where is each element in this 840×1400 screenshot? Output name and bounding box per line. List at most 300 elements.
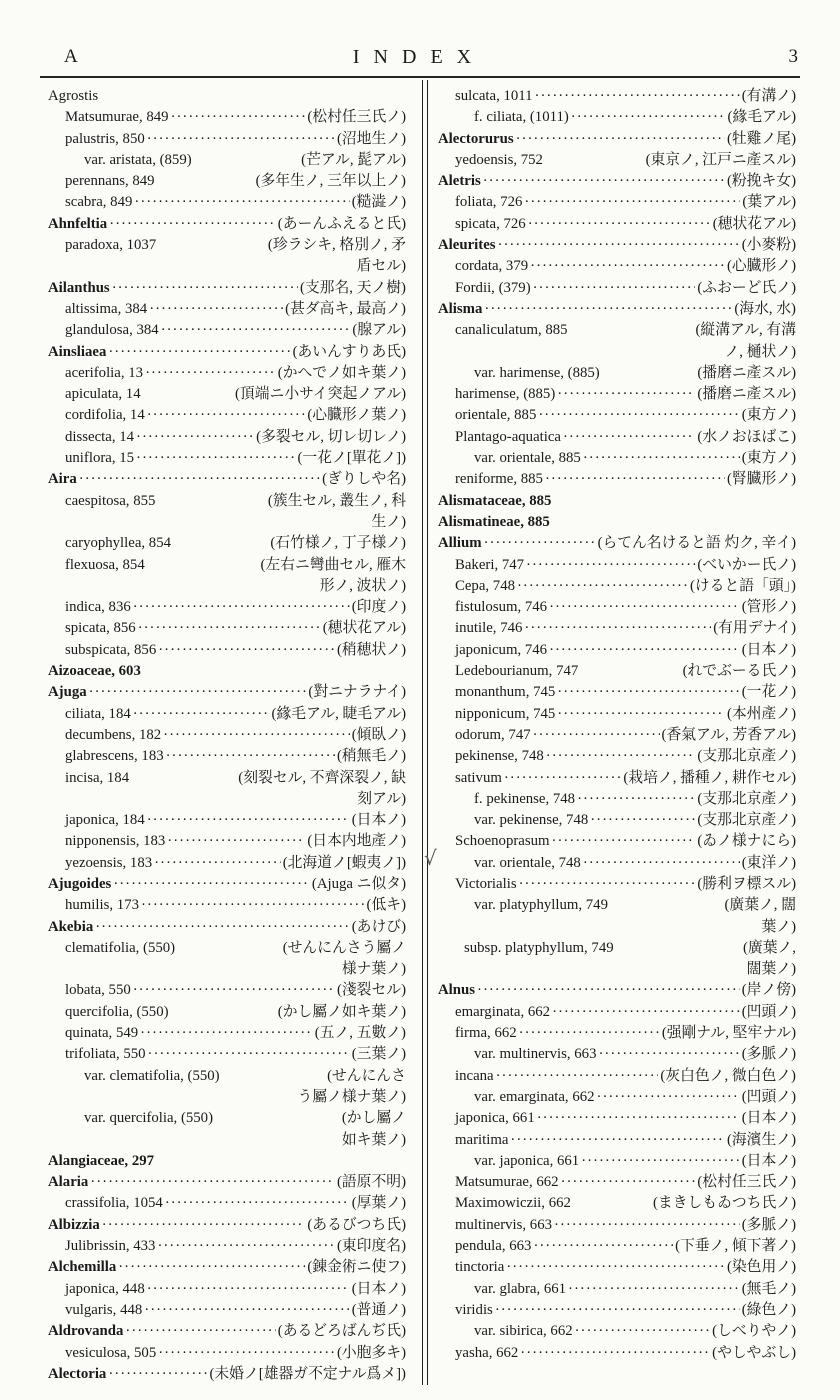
entry-name: fistulosum, 746: [455, 599, 548, 616]
index-entry: [48, 320, 406, 341]
entry-gloss: (やしやぶし): [712, 1344, 796, 1361]
index-entry: [438, 853, 796, 874]
entry-name: subsp. platyphyllum, 749: [464, 939, 614, 956]
index-entry: [48, 192, 406, 213]
entry-gloss: ノ, 樋状ノ): [724, 343, 796, 360]
dot-leader: [557, 704, 725, 725]
entry-name: Aletris: [438, 173, 481, 190]
dot-leader: [571, 107, 726, 128]
page-title: INDEX: [352, 46, 486, 68]
dot-leader: [108, 342, 290, 363]
index-entry: [438, 661, 796, 682]
entry-name: japonica, 448: [65, 1280, 145, 1297]
entry-gloss: (多脈ノ): [741, 1046, 796, 1063]
index-entry: [438, 427, 796, 448]
dot-leader: [520, 1343, 710, 1364]
index-entry: [48, 107, 406, 128]
index-entry: [438, 640, 796, 661]
entry-gloss: (强剛ナル, 堅牢ナル): [661, 1025, 796, 1042]
entry-gloss: (腺アル): [352, 322, 406, 339]
index-entry-continuation: [48, 789, 406, 810]
entry-gloss: (廣葉ノ, 闊: [724, 897, 796, 914]
dot-leader: [549, 640, 740, 661]
index-entry: [438, 1321, 796, 1342]
dot-leader: [157, 1236, 335, 1257]
entry-name: spicata, 856: [65, 620, 136, 637]
index-entry: [438, 1108, 796, 1129]
entry-name: sativum: [455, 769, 502, 786]
dot-leader: [108, 1364, 207, 1385]
entry-name: var. pekinense, 748: [474, 812, 589, 829]
index-entry: [438, 1151, 796, 1172]
index-genus-entry: [48, 682, 406, 703]
page-number: 3: [788, 46, 798, 67]
entry-gloss: (沼地生ノ): [336, 130, 406, 147]
entry-gloss: (支那名, 天ノ樹): [299, 279, 406, 296]
entry-name: orientale, 885: [455, 407, 537, 424]
index-entry: [438, 597, 796, 618]
entry-name: emarginata, 662: [455, 1003, 551, 1020]
entry-name: Aleurites: [438, 237, 496, 254]
index-entry: [48, 405, 406, 426]
entry-name: Aldrovanda: [48, 1323, 124, 1340]
dot-leader: [133, 704, 270, 725]
entry-name: Alismataceae, 885: [438, 492, 552, 509]
entry-name: monanthum, 745: [455, 684, 556, 701]
entry-name: f. ciliata, (1011): [474, 109, 569, 126]
index-entry: [438, 86, 796, 107]
index-entry: [438, 576, 796, 597]
entry-gloss: (凹頭ノ): [741, 1088, 796, 1105]
entry-gloss: (らてん名けると語 灼ク, 辛イ): [597, 535, 796, 552]
index-genus-entry: [48, 1215, 406, 1236]
entry-name: Cepa, 748: [455, 577, 515, 594]
entry-name: Maximowiczii, 662: [455, 1195, 571, 1212]
entry-name: Fordii, (379): [455, 279, 531, 296]
index-entry: [438, 1087, 796, 1108]
entry-gloss: (東印度名): [336, 1238, 406, 1255]
entry-gloss: (厚葉ノ): [351, 1195, 406, 1212]
entry-gloss: (まきしもゐつち氏ノ): [652, 1195, 796, 1212]
entry-gloss: 生ノ): [371, 513, 406, 530]
entry-name: firma, 662: [455, 1025, 517, 1042]
index-entry: [438, 1002, 796, 1023]
entry-gloss: (香氣アル, 芳香アル): [661, 726, 796, 743]
entry-name: Alaria: [48, 1174, 89, 1191]
index-entry: [48, 853, 406, 874]
dot-leader: [533, 278, 696, 299]
entry-gloss: (支那北京產ノ): [697, 748, 796, 765]
index-entry: [48, 299, 406, 320]
entry-gloss: (勝利ヲ標スル): [697, 875, 796, 892]
entry-gloss: (あーんふえると氏): [277, 215, 406, 232]
entry-gloss: (頂端ニ小サイ突起ノアル): [235, 386, 406, 403]
entry-name: Albizzia: [48, 1216, 100, 1233]
entry-name: ciliata, 184: [65, 705, 131, 722]
entry-name: var. japonica, 661: [474, 1152, 580, 1169]
entry-gloss: (東方ノ): [741, 407, 796, 424]
entry-gloss: 刻アル): [357, 790, 406, 807]
index-entry: [48, 768, 406, 789]
index-genus-entry: [48, 1364, 406, 1385]
index-entry: [438, 363, 796, 384]
entry-gloss: (葉アル): [742, 194, 796, 211]
dot-leader: [163, 725, 350, 746]
entry-name: Plantago-aquatica: [455, 428, 561, 445]
index-entry: [438, 682, 796, 703]
index-entry: [438, 810, 796, 831]
index-entry: [48, 810, 406, 831]
index-entry: [48, 895, 406, 916]
dot-leader: [524, 618, 711, 639]
entry-gloss: (糙澁ノ): [351, 194, 406, 211]
dot-leader: [90, 1172, 335, 1193]
entry-name: Akebia: [48, 918, 94, 935]
entry-name: var. harimense, (885): [474, 364, 600, 381]
dot-leader: [118, 1257, 305, 1278]
entry-name: yedoensis, 752: [455, 151, 543, 168]
entry-gloss: 闊葉ノ): [746, 961, 796, 978]
dot-leader: [141, 895, 365, 916]
index-entry: [48, 1193, 406, 1214]
index-entry: [438, 192, 796, 213]
entry-name: var. multinervis, 663: [474, 1046, 597, 1063]
entry-name: var. orientale, 748: [474, 854, 581, 871]
index-entry: [438, 320, 796, 341]
index-entry: [438, 469, 796, 490]
entry-name: glabrescens, 183: [65, 748, 164, 765]
dot-leader: [537, 1108, 740, 1129]
index-entry: [438, 746, 796, 767]
entry-gloss: (ふおーど氏ノ): [697, 279, 796, 296]
entry-name: palustris, 850: [65, 130, 145, 147]
entry-name: Allium: [438, 535, 482, 552]
entry-gloss: (日本ノ): [741, 1110, 796, 1127]
dot-leader: [568, 1279, 740, 1300]
column-divider: [422, 80, 428, 1385]
index-entry: [438, 1279, 796, 1300]
dot-leader: [158, 640, 335, 661]
entry-name: caryophyllea, 854: [65, 535, 172, 552]
entry-gloss: (腎臓形ノ): [726, 471, 796, 488]
entry-name: quinata, 549: [65, 1025, 139, 1042]
entry-gloss: (東洋ノ): [741, 854, 796, 871]
index-genus-entry: [48, 214, 406, 235]
entry-name: Alismatineae, 885: [438, 513, 550, 530]
entry-gloss: (對ニナラナイ): [308, 684, 406, 701]
entry-name: nipponensis, 183: [65, 833, 166, 850]
index-entry: [48, 1023, 406, 1044]
dot-leader: [95, 917, 350, 938]
entry-gloss: (甚ダ高キ, 最高ノ): [285, 300, 406, 317]
dot-leader: [484, 299, 732, 320]
dot-leader: [148, 1044, 350, 1065]
index-entry: [48, 597, 406, 618]
entry-name: Matsumurae, 849: [65, 109, 169, 126]
entry-gloss: 形ノ, 波状ノ): [319, 577, 406, 594]
entry-gloss: (五ノ, 五數ノ): [314, 1025, 406, 1042]
entry-name: japonica, 184: [65, 812, 145, 829]
entry-gloss: (しべりやノ): [712, 1323, 796, 1340]
entry-name: Alangiaceae, 297: [48, 1152, 155, 1169]
entry-name: var. platyphyllum, 749: [474, 897, 608, 914]
index-genus-entry: [48, 342, 406, 363]
entry-gloss: (けると語「頭」): [689, 577, 796, 594]
dot-leader: [133, 980, 335, 1001]
dot-leader: [477, 980, 740, 1001]
entry-name: nipponicum, 745: [455, 705, 556, 722]
entry-gloss: (縦溝アル, 有溝: [695, 322, 796, 339]
entry-gloss: (刻裂セル, 不齊深裂ノ, 缺: [238, 769, 406, 786]
entry-name: Alchemilla: [48, 1259, 117, 1276]
dot-leader: [113, 874, 310, 895]
dot-leader: [526, 555, 695, 576]
entry-gloss: (べいかー氏ノ): [697, 556, 796, 573]
dot-leader: [597, 1087, 740, 1108]
dot-leader: [545, 469, 725, 490]
entry-name: decumbens, 182: [65, 726, 162, 743]
entry-gloss: (日本内地產ノ): [307, 833, 406, 850]
entry-name: maritima: [455, 1131, 509, 1148]
index-genus-entry: [438, 491, 796, 512]
index-entry-continuation: [438, 959, 796, 980]
entry-name: Ajuga: [48, 684, 87, 701]
entry-gloss: (ゐノ様ナにら): [697, 833, 796, 850]
dot-leader: [109, 214, 276, 235]
entry-name: cordata, 379: [455, 258, 529, 275]
entry-name: Ailanthus: [48, 279, 110, 296]
entry-name: trifoliata, 550: [65, 1046, 146, 1063]
entry-gloss: (三葉ノ): [351, 1046, 406, 1063]
index-entry: [48, 384, 406, 405]
index-entry: [438, 448, 796, 469]
index-column-right: [438, 86, 796, 1364]
index-entry-continuation: [438, 917, 796, 938]
index-genus-entry: [438, 512, 796, 533]
index-entry: [438, 1343, 796, 1364]
index-entry: [438, 895, 796, 916]
index-entry: [48, 363, 406, 384]
entry-gloss: (緣毛アル, 睫毛アル): [271, 705, 406, 722]
index-genus-entry: [438, 171, 796, 192]
dot-leader: [590, 810, 695, 831]
index-entry: [438, 1257, 796, 1278]
index-entry: [438, 1172, 796, 1193]
entry-name: yasha, 662: [455, 1344, 519, 1361]
index-genus-entry: [438, 129, 796, 150]
entry-name: odorum, 747: [455, 726, 531, 743]
entry-gloss: (稍穂状ノ): [336, 641, 406, 658]
index-entry: [48, 1236, 406, 1257]
entry-gloss: (小胞多キ): [336, 1344, 406, 1361]
index-entry: [438, 1300, 796, 1321]
index-entry: [438, 874, 796, 895]
entry-gloss: (北海道ノ[蝦夷ノ]): [282, 854, 406, 871]
dot-leader: [549, 597, 740, 618]
dot-leader: [136, 427, 254, 448]
dot-leader: [557, 682, 739, 703]
entry-name: Ainsliaea: [48, 343, 107, 360]
index-genus-entry: [48, 1257, 406, 1278]
entry-name: quercifolia, (550): [65, 1003, 169, 1020]
entry-gloss: (せんにんさう屬ノ: [282, 939, 406, 956]
entry-name: canaliculatum, 885: [455, 322, 568, 339]
dot-leader: [89, 682, 307, 703]
dot-leader: [147, 405, 306, 426]
entry-gloss: (簇生セル, 叢生ノ, 科: [267, 492, 406, 509]
header-rule: [40, 76, 800, 78]
entry-gloss: (支那北京產ノ): [697, 812, 796, 829]
index-entry: [48, 831, 406, 852]
index-entry: [48, 1108, 406, 1129]
entry-name: Alnus: [438, 982, 476, 999]
dot-leader: [552, 1002, 740, 1023]
dot-leader: [557, 384, 695, 405]
index-genus-entry: [48, 1151, 406, 1172]
entry-gloss: (日本ノ): [741, 641, 796, 658]
entry-name: Ajugoides: [48, 875, 112, 892]
entry-name: dissecta, 14: [65, 428, 135, 445]
index-entry: [438, 555, 796, 576]
dot-leader: [166, 746, 335, 767]
index-entry: [438, 256, 796, 277]
entry-gloss: (海水, 水): [734, 300, 796, 317]
entry-name: humilis, 173: [65, 897, 139, 914]
index-entry: [48, 746, 406, 767]
index-genus-entry: [48, 1321, 406, 1342]
entry-gloss: (水ノおほばこ): [697, 428, 796, 445]
entry-name: foliata, 726: [455, 194, 523, 211]
dot-leader: [154, 853, 281, 874]
index-entry: [48, 427, 406, 448]
index-entry: [438, 405, 796, 426]
entry-gloss: (播磨ニ產スル): [697, 364, 796, 381]
entry-name: var. emarginata, 662: [474, 1088, 595, 1105]
entry-gloss: (普通ノ): [351, 1301, 406, 1318]
index-entry: [48, 1279, 406, 1300]
entry-gloss: (あるどろばんぢ氏): [277, 1323, 406, 1340]
entry-name: Ahnfeltia: [48, 215, 108, 232]
index-entry: [438, 278, 796, 299]
index-entry: [438, 831, 796, 852]
index-entry: [48, 1044, 406, 1065]
index-entry: [438, 1023, 796, 1044]
entry-gloss: (日本ノ): [741, 1152, 796, 1169]
entry-name: caespitosa, 855: [65, 492, 156, 509]
index-genus-entry: [48, 86, 406, 107]
entry-gloss: (有用デナイ): [713, 620, 796, 637]
entry-gloss: (一花ノ): [741, 684, 796, 701]
dot-leader: [145, 363, 276, 384]
entry-gloss: (松村任三氏ノ): [697, 1174, 796, 1191]
entry-name: inutile, 746: [455, 620, 523, 637]
entry-gloss: (ぎりしや名): [322, 471, 406, 488]
dot-leader: [504, 768, 622, 789]
entry-name: japonicum, 746: [455, 641, 548, 658]
entry-gloss: (未婚ノ[雄器ガ不定ナル爲メ]): [209, 1365, 406, 1382]
entry-name: var. glabra, 661: [474, 1280, 567, 1297]
entry-gloss: (淺裂セル): [336, 982, 406, 999]
entry-gloss: (下垂ノ, 傾下著ノ): [675, 1238, 796, 1255]
entry-gloss: (心臓形ノ): [726, 258, 796, 275]
dot-leader: [510, 1130, 725, 1151]
index-entry-continuation: [48, 512, 406, 533]
page-header: [40, 46, 798, 74]
index-genus-entry: [48, 874, 406, 895]
index-column-left: [48, 86, 406, 1385]
entry-gloss: (印度ノ): [351, 599, 406, 616]
dot-leader: [538, 405, 739, 426]
dot-leader: [552, 831, 696, 852]
entry-gloss: (東方ノ): [741, 450, 796, 467]
entry-gloss: (あけび): [351, 918, 406, 935]
entry-name: paradoxa, 1037: [65, 237, 157, 254]
index-entry: [438, 768, 796, 789]
index-entry: [48, 150, 406, 171]
dot-leader: [554, 1215, 740, 1236]
index-genus-entry: [48, 917, 406, 938]
dot-leader: [165, 1193, 350, 1214]
index-entry: [48, 448, 406, 469]
index-genus-entry: [48, 278, 406, 299]
entry-gloss: (小麥粉): [741, 237, 796, 254]
entry-name: Alisma: [438, 300, 483, 317]
dot-leader: [484, 533, 596, 554]
dot-leader: [581, 1151, 740, 1172]
dot-leader: [133, 597, 350, 618]
entry-gloss: (粉挽キ女): [726, 173, 796, 190]
dot-leader: [519, 1023, 660, 1044]
entry-gloss: (日本ノ): [351, 812, 406, 829]
entry-name: incisa, 184: [65, 769, 130, 786]
entry-gloss: (あいんすりあ氏): [292, 343, 406, 360]
index-entry: [438, 1130, 796, 1151]
index-entry-continuation: [48, 576, 406, 597]
entry-name: Julibrissin, 433: [65, 1238, 156, 1255]
dot-leader: [583, 448, 740, 469]
dot-leader: [533, 1236, 673, 1257]
dot-leader: [563, 427, 695, 448]
entry-name: subspicata, 856: [65, 641, 157, 658]
index-entry: [48, 171, 406, 192]
entry-gloss: (芒アル, 髭アル): [301, 151, 406, 168]
index-entry: [48, 1343, 406, 1364]
dot-leader: [112, 278, 298, 299]
dot-leader: [483, 171, 725, 192]
entry-gloss: (心臓形ノ葉ノ): [307, 407, 406, 424]
entry-name: Victorialis: [455, 875, 517, 892]
entry-gloss: (かし屬ノ: [341, 1110, 406, 1127]
dot-leader: [533, 725, 660, 746]
index-entry-continuation: [48, 1087, 406, 1108]
entry-gloss: (多脈ノ): [741, 1216, 796, 1233]
entry-gloss: (せんにんさ: [327, 1067, 406, 1084]
entry-gloss: (本州產ノ): [726, 705, 796, 722]
dot-leader: [495, 1300, 740, 1321]
entry-gloss: 如キ葉ノ): [341, 1131, 406, 1148]
entry-name: vesiculosa, 505: [65, 1344, 157, 1361]
entry-name: flexuosa, 854: [65, 556, 145, 573]
entry-gloss: (無毛ノ): [741, 1280, 796, 1297]
index-entry: [48, 129, 406, 150]
entry-name: Alectoria: [48, 1365, 107, 1382]
index-entry: [48, 980, 406, 1001]
entry-name: altissima, 384: [65, 300, 148, 317]
dot-leader: [167, 831, 305, 852]
index-entry: [48, 618, 406, 639]
entry-gloss: (綠色ノ): [741, 1301, 796, 1318]
index-entry: [48, 533, 406, 554]
